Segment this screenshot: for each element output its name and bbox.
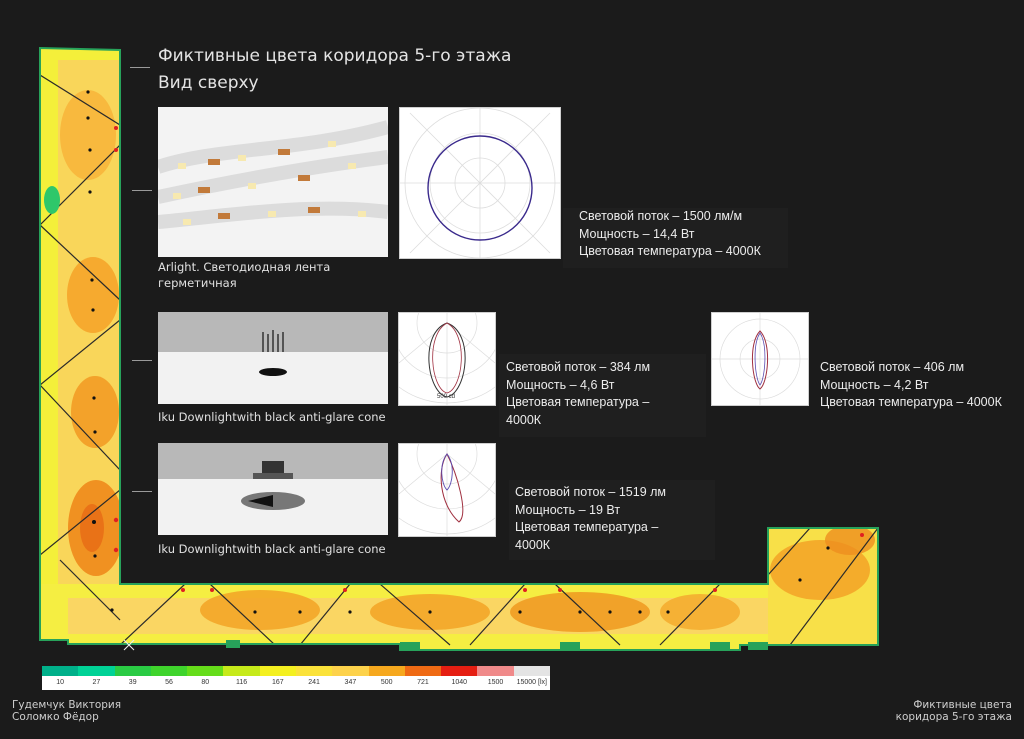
- spec-temp-value: 4000К: [515, 537, 551, 552]
- legend-swatch: [151, 666, 187, 676]
- spec-power: Мощность – 14,4 Вт: [579, 226, 695, 241]
- strip-caption-line2: герметичная: [158, 276, 237, 290]
- legend-label: 721: [417, 679, 429, 686]
- illuminance-legend: [42, 666, 550, 690]
- spec-power: Мощность – 4,6 Вт: [506, 377, 615, 392]
- spec-temp: Цветовая температура – 4000К: [820, 395, 1002, 409]
- legend-swatch: [477, 666, 513, 676]
- downlight3-specs: [820, 359, 1002, 412]
- spec-flux: Световой поток – 1500 лм/м: [579, 209, 743, 223]
- leader-line-downlight1: [132, 360, 152, 361]
- legend-label: 347: [344, 679, 357, 686]
- legend-label: 56: [165, 679, 173, 686]
- legend-label: 167: [271, 679, 284, 686]
- legend-label: 80: [201, 679, 210, 686]
- spec-flux: Световой поток – 1519 лм: [515, 485, 667, 499]
- footer-caption-line1: Фиктивные цвета: [913, 699, 1012, 711]
- downlight2-photo: [158, 443, 388, 535]
- spec-flux: Световой поток – 406 лм: [820, 360, 965, 374]
- spec-temp-value: 4000К: [506, 412, 542, 427]
- legend-swatch: [296, 666, 332, 676]
- author-1: Гудемчук Виктория: [12, 699, 122, 711]
- leader-line-strip: [132, 190, 152, 191]
- legend-swatch: [405, 666, 441, 676]
- legend-labels: [42, 676, 550, 690]
- leader-line-downlight2: [132, 491, 152, 492]
- polar-diagram-strip: [399, 107, 561, 259]
- authors: [12, 699, 121, 723]
- legend-swatch: [369, 666, 405, 676]
- spec-power: Мощность – 4,2 Вт: [820, 377, 929, 392]
- downlight1-specs: [499, 354, 706, 437]
- polar-diagram-downlight1: [398, 312, 496, 406]
- footer-caption-line2: коридора 5-го этажа: [895, 711, 1012, 723]
- legend-label: 1040: [451, 679, 468, 686]
- legend-swatch: [187, 666, 223, 676]
- legend-label: 116: [235, 679, 248, 686]
- legend-label: 10: [56, 679, 65, 686]
- spec-flux: Световой поток – 384 лм: [506, 360, 651, 374]
- legend-swatch: [260, 666, 296, 676]
- legend-label: 39: [128, 679, 137, 686]
- polar-diagram-downlight3: [711, 312, 809, 406]
- page-subtitle: Вид сверху: [158, 73, 259, 93]
- legend-color-bar: [42, 666, 550, 676]
- legend-label: 1500: [487, 679, 504, 686]
- downlight2-specs: [509, 480, 715, 560]
- legend-label: 241: [308, 679, 320, 686]
- legend-swatch: [441, 666, 477, 676]
- legend-swatch: [332, 666, 368, 676]
- legend-label: 15000 [lx]: [516, 679, 547, 686]
- strip-specs: [563, 208, 788, 268]
- legend-swatch: [42, 666, 78, 676]
- footer-caption: [896, 699, 1012, 723]
- page-title: Фиктивные цвета коридора 5-го этажа: [158, 46, 512, 66]
- legend-label: 27: [92, 679, 101, 686]
- led-strip-photo: [158, 107, 388, 257]
- title-leader-line: [130, 67, 150, 68]
- legend-swatch: [223, 666, 259, 676]
- downlight1-photo: [158, 312, 388, 404]
- author-2: Соломко Фёдор: [12, 711, 99, 723]
- diagram-label: 500 cd: [437, 394, 456, 400]
- legend-swatch: [78, 666, 114, 676]
- legend-swatch: [514, 666, 550, 676]
- strip-caption-line1: Arlight. Светодиодная лента: [158, 260, 331, 274]
- polar-diagram-downlight2: [398, 443, 496, 537]
- downlight1-caption: Iku Downlightwith black anti-glare cone: [158, 410, 386, 424]
- spec-temp: Цветовая температура – 4000К: [579, 244, 761, 258]
- legend-swatch: [115, 666, 151, 676]
- spec-temp: Цветовая температура –: [506, 395, 650, 409]
- legend-label: 500: [380, 679, 393, 686]
- downlight2-caption: Iku Downlightwith black anti-glare cone: [158, 542, 386, 556]
- spec-temp: Цветовая температура –: [515, 520, 659, 534]
- spec-power: Мощность – 19 Вт: [515, 502, 621, 517]
